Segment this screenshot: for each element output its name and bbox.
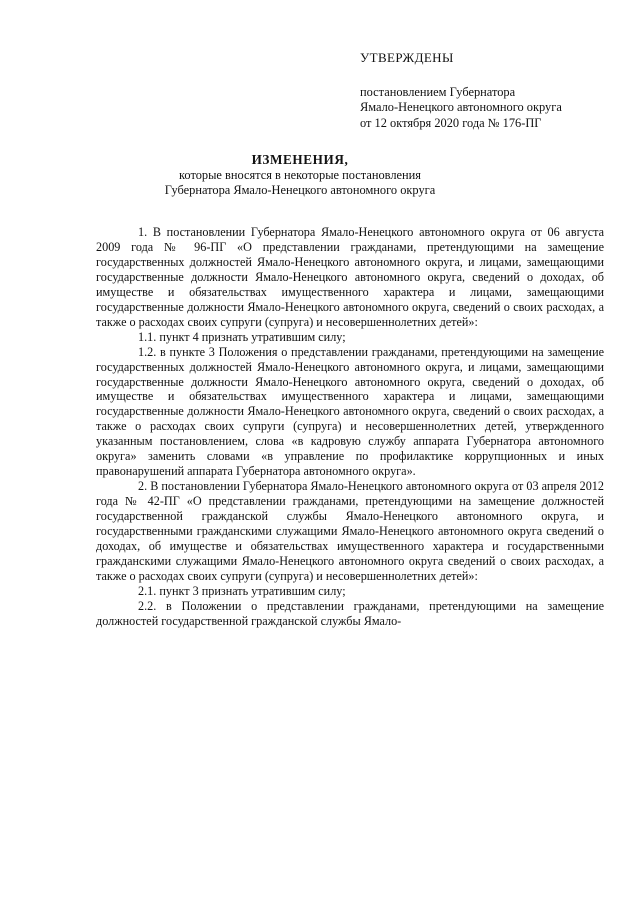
document-title: ИЗМЕНЕНИЯ, [251,152,349,167]
paragraph: 1. В постановлении Губернатора Ямало-Ненецкого автономного округа от 06 августа 2009 года № 96-ПГ «О представлении гражданами, претендующими на замещение государственных должностей Ямало-Ненецкого автономного округа, и лицами, замещающими государственные должности Ямало-Ненецкого автономного округа, сведений о доходах, об имуществе и обязательствах имущественного характера и лицами, замещающими государственные должности Ямало-Ненецкого автономного округа, сведений о своих расходах, а также о расходах своих супруги (супруга) и несовершеннолетних детей»: [96,225,604,329]
document-body [96,225,604,629]
paragraph: 2.2. в Положении о представлении гражданами, претендующими на замещение должностей государственной гражданской службы Ямало- [96,598,604,628]
approval-line: постановлением Губернатора [360,84,516,99]
approval-block [360,50,562,131]
paragraph: 1.1. пункт 4 признать утратившим силу; [138,329,346,344]
paragraph: 1.2. в пункте 3 Положения о представлении гражданами, претендующими на замещение государственных должностей Ямало-Ненецкого автономного округа, и лицами, замещающими государственные должности Ямало-Ненецкого автономного округа, сведений о доходах, об имуществе и обязательствах имущественного характера и лицами, замещающими государственные должности Ямало-Ненецкого автономного округа, сведений о своих расходах, а также о расходах своих супруги (супруга) и несовершеннолетних детей, утвержденного указанным постановлением, слова «в кадровую службу аппарата Губернатора автономного округа» заменить словами «в управление по профилактике коррупционных и иных правонарушений аппарата Губернатора автономного округа». [96,344,604,479]
paragraph: 2. В постановлении Губернатора Ямало-Ненецкого автономного округа от 03 апреля 2012 года № 42-ПГ «О представлении гражданами, претендующими на замещение должностей государственной гражданской службы Ямало-Ненецкого автономного округа, и государственными гражданскими служащими Ямало-Ненецкого автономного округа сведений о доходах, об имуществе и обязательствах имущественного характера и государственными гражданскими служащими Ямало-Ненецкого автономного округа сведений о своих расходах, а также о расходах своих супруги (супруга) и несовершеннолетних детей»: [96,479,604,583]
approval-line: от 12 октября 2020 года № 176-ПГ [360,115,542,130]
document-heading [0,152,600,199]
approval-line: Ямало-Ненецкого автономного округа [360,100,562,114]
subtitle-line: Губернатора Ямало-Ненецкого автономного округа [164,183,436,197]
paragraph: 2.1. пункт 3 признать утратившим силу; [138,583,346,598]
subtitle-line: которые вносятся в некоторые постановления [179,167,421,182]
approval-stamp: УТВЕРЖДЕНЫ [360,50,454,65]
